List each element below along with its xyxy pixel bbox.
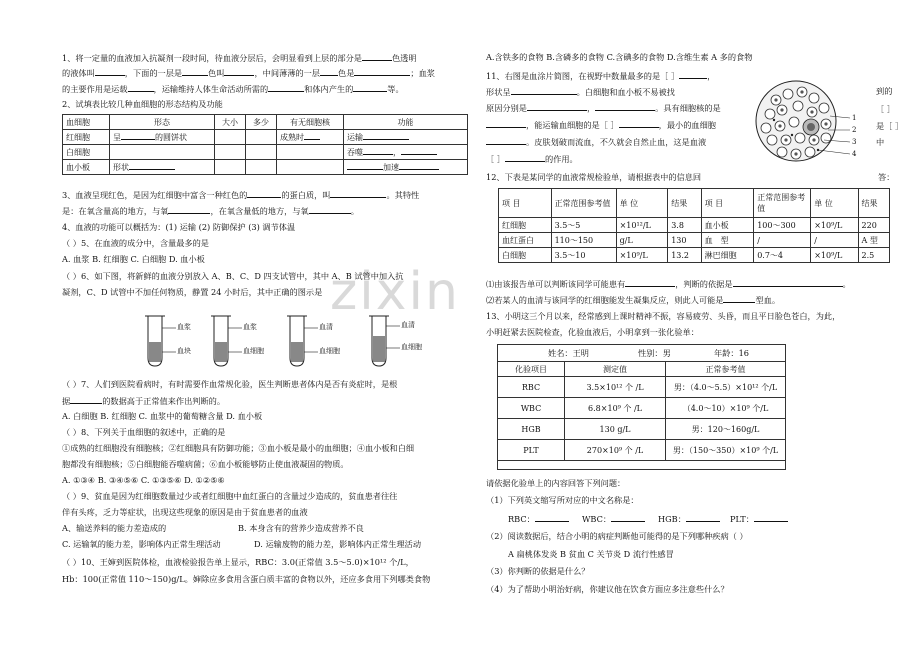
tube-b [211, 316, 242, 366]
t2-header-result-2: 结果 [858, 189, 889, 218]
question-11-line-3: 原因分别是 ， 。具有细胞核的是 [486, 103, 721, 113]
question-1-line-1: 1、将一定量的血液加入抗凝剂一段时间，待血液分层后，会明显看到上层的部分是 色透明 [62, 53, 417, 63]
question-2: 2、试填表比较几种血细胞的形态结构及功能 [62, 99, 223, 109]
question-7-line-1: （ ）7、人们到医院看病时，有时需要作血常规化验，医生判断患者体内是否有炎症时，是根 [62, 379, 398, 389]
report-age: 年龄：16 [714, 348, 749, 358]
t2-header-range-1: 正常范围参考值 [551, 189, 616, 218]
tube-b-label-bottom: 血细胞 [243, 347, 264, 355]
question-12: 12、下表是某同学的血液常规检验单，请根据表中的信息回 [486, 172, 702, 182]
question-12-tail: 答： [878, 172, 895, 182]
question-9-option-d: D. 运输废物的能力差，影响体内正常生理活动 [254, 539, 422, 549]
question-11-line-2: 形状呈 。白细胞和血小板不易被找 [486, 87, 675, 97]
tube-c [287, 316, 318, 366]
question-3-line-1: 3、血液呈现红色，是因为红细胞中富含一种红色的 的蛋白质，叫 。其特性 [62, 190, 420, 200]
abbreviation-rbc: RBC： [508, 513, 569, 525]
question-9-line-2: 伴有头疼，乏力等症状，出现这些现象的原因是由于贫血患者的血液 [62, 507, 308, 517]
question-7-options: A. 白细胞 B. 红细胞 C. 血浆中的葡萄糖含量 D. 血小板 [62, 411, 263, 421]
question-13-part-2: （2）阅读数据后，结合小明的病症判断他可能得的是下列哪种疾病（ ） [486, 531, 748, 541]
smear-label-1: 1 [852, 114, 857, 122]
t1-header-shape: 形态 [110, 115, 215, 130]
question-13-part-4: （4）为了帮助小明治好病，你建议他在饮食方面应多注意些什么？ [486, 584, 729, 594]
watermark: zixin [330, 262, 460, 322]
blood-test-table [498, 188, 890, 263]
report-name: 姓名：王明 [548, 348, 589, 358]
tube-d [369, 316, 400, 366]
tube-a [145, 316, 176, 366]
question-10-line-2: Hb：100(正常值 110～150)g/L。婶除应多食用含蛋白质丰富的食物以外，还应多食用下列哪类食物 [62, 574, 431, 584]
question-13-line-1: 13、小明这三个月以来，经常感到上课时精神不振，容易疲劳、头昏，而且平日脸色苍白，为此， [486, 311, 841, 321]
tube-d-label-top: 血清 [401, 321, 415, 329]
question-5: （ ）5、在血液的成分中，含量最多的是 [62, 238, 209, 248]
t1-row-rbc-function: 运输 [344, 130, 468, 145]
report-row-hgb: HGB 130 g/L 男：120～160g/L [498, 419, 786, 440]
tube-c-label-top: 血清 [319, 323, 333, 331]
question-11-tail-2: ［ ］ [876, 104, 895, 114]
report-row-wbc: WBC 6.8×10⁹ 个 /L （4.0～10）×10⁹ 个/L [498, 398, 786, 419]
t1-header-count: 多少 [246, 115, 277, 130]
t1-row-rbc-shape: 呈 的圆饼状 [110, 130, 215, 145]
t2-row: 白细胞 3.5～10 ×10⁹/L 13.2 淋巴细胞 0.7～4 ×10⁹/L 2.5 [499, 248, 890, 263]
question-11-tail-4: 中 [876, 137, 885, 147]
tube-a-label-bottom: 血块 [177, 347, 191, 355]
t1-row-wbc-name: 白细胞 [63, 145, 110, 160]
test-tubes-figure [142, 312, 472, 370]
question-8-options: A. ①③④ B. ③④⑤⑥ C. ①③⑤⑥ D. ①②⑤⑥ [62, 475, 225, 485]
question-13-part-1: （1）下列英文缩写所对应的中文名称是： [486, 495, 639, 505]
t1-header-nucleus: 有无细胞核 [277, 115, 344, 130]
smear-label-4: 4 [852, 150, 857, 158]
blood-smear-figure [754, 78, 864, 168]
t2-row: 红细胞 3.5～5 ×10¹²/L 3.8 血小板 100～300 ×10⁹/L 220 [499, 218, 890, 233]
blood-cell-table [62, 114, 468, 175]
question-10-options: A.含铁多的食物 B.含磷多的食物 C.含碘多的食物 D.含维生素 A 多的食物 [486, 52, 753, 62]
t2-header-result-1: 结果 [668, 189, 701, 218]
question-9-option-b: B. 本身含有的营养少造成营养不良 [238, 523, 364, 533]
question-13-intro: 请依据化验单上的内容回答下列问题： [486, 478, 626, 488]
question-11-line-1: 11、右图是血涂片简图，在视野中数量最多的是［ ］ ， [486, 71, 716, 81]
report-header-item: 化验项目 [498, 362, 565, 377]
question-11-line-4: ，能运输血细胞的是［ ］ ，最小的血细胞 [486, 119, 716, 131]
question-10-line-1: （ ）10、王婶到医院体检，血液检验报告单上显示，RBC：3.0(正常值 3.5～5.0)×10¹² 个/L， [62, 557, 414, 567]
question-9-option-c: C. 运输氧的能力差，影响体内正常生理活动 [62, 539, 221, 549]
tube-d-label-bottom: 血细胞 [401, 343, 422, 351]
question-13-part-3: （3）你判断的依据是什么？ [486, 566, 590, 576]
question-11-line-5: 。皮肤划破而流血，不久就会自然止血，这是血液 [486, 136, 706, 148]
t2-header-item-1: 项 目 [499, 189, 552, 218]
t1-header-function: 功能 [344, 115, 468, 130]
t1-row-platelet-name: 血小板 [63, 160, 110, 175]
t1-row-platelet-shape: 形状 [110, 160, 215, 175]
t1-header-cell: 血细胞 [63, 115, 110, 130]
t1-row-wbc-function: 吞噬 ， [344, 145, 468, 160]
question-7-line-2: 据 的数据高于正常值来作出判断的。 [62, 396, 226, 406]
question-8: （ ）8、下列关于血细胞的叙述中，正确的是 [62, 427, 226, 437]
question-12-part-1: ⑴由该报告单可以判断该同学可能患有 ，判断的依据是 。 [486, 279, 851, 289]
question-11-line-6: ［ ］ 的作用。 [486, 154, 578, 164]
question-9-option-a: A、输送养料的能力差造成的 [62, 523, 167, 533]
t2-header-unit-1: 单 位 [616, 189, 668, 218]
abbreviation-plt: PLT： [730, 513, 788, 525]
t2-header-unit-2: 单 位 [811, 189, 858, 218]
t2-header-range-2: 正常范围参考值 [754, 189, 811, 218]
question-1-line-3: 的主要作用是运载 ，运输维持人体生命活动所需的 和体内产生的 等。 [62, 84, 404, 94]
question-8-statements-1: ①成熟的红细胞没有细胞核；②红细胞具有防御功能；③血小板是最小的血细胞；④血小板和白细 [62, 443, 415, 453]
tube-c-label-bottom: 血细胞 [319, 347, 340, 355]
report-row-rbc: RBC 3.5×10¹² 个 /L 男：（4.0～5.5）×10¹² 个/L [498, 377, 786, 398]
abbreviation-hgb: HGB： [658, 513, 720, 525]
t1-row-rbc-nucleus: 成熟时 [277, 130, 344, 145]
t2-header-item-2: 项 目 [701, 189, 754, 218]
question-13-line-2: 小明赶紧去医院检查，化验血液后，小明拿到一张化验单： [486, 327, 699, 337]
tube-b-label-top: 血浆 [243, 323, 257, 331]
question-11-tail-3: 是［ ］ [876, 121, 904, 131]
question-1-line-2: 的液体叫 ，下面的一层是 色叫 ，中间薄薄的一层 色是 ；血浆 [62, 68, 435, 78]
question-11-tail-1: 到的 [876, 86, 893, 96]
t2-row: 血红蛋白 110～150 g/L 130 血 型 / / A 型 [499, 233, 890, 248]
question-5-options: A. 血浆 B. 红细胞 C. 白细胞 D. 血小板 [62, 254, 205, 264]
smear-label-3: 3 [852, 138, 857, 146]
report-row-plt: PLT 270×10⁹ 个 /L 男：（150～350）×10⁹ 个/L [498, 440, 786, 461]
smear-label-2: 2 [852, 126, 857, 134]
report-gender: 性别：男 [638, 348, 671, 358]
lab-report-table [497, 361, 786, 461]
question-6-line-1: （ ）6、如下图，将新鲜的血液分别放入 A、B、C、D 四支试管中，其中 A、B 试管中加入抗 [62, 271, 404, 281]
question-8-statements-2: 胞都没有细胞核；⑤白细胞能吞噬病菌；⑥血小板能够防止使血液凝固的物质。 [62, 459, 349, 469]
t1-row-rbc-name: 红细胞 [63, 130, 110, 145]
question-13-part-2-options: A 扁桃体发炎 B 贫血 C 关节炎 D 流行性感冒 [508, 549, 674, 559]
lab-report [497, 344, 786, 470]
t1-header-size: 大小 [215, 115, 246, 130]
question-12-part-2: ⑵若某人的血清与该同学的红细胞能发生凝集反应，则此人可能是 型血。 [486, 295, 781, 305]
report-header-value: 测定值 [565, 362, 666, 377]
abbreviation-wbc: WBC： [582, 513, 645, 525]
tube-a-label-top: 血浆 [177, 323, 191, 331]
question-4: 4、血液的功能可以概括为：(1) 运输 (2) 防御保护 (3) 调节体温 [62, 222, 296, 232]
t1-row-platelet-function: 加速 [344, 160, 468, 175]
question-6-line-2: 凝剂，C、D 试管中不加任何物质，静置 24 小时后，其中正确的图示是 [62, 287, 323, 297]
report-header-reference: 正常参考值 [666, 362, 786, 377]
question-3-line-2: 是：在氧含量高的地方，与氧 ，在氧含量低的地方，与氧 。 [62, 206, 359, 216]
question-9-line-1: （ ）9、贫血是因为红细胞数量过少或者红细胞中血红蛋白的含量过少造成的，贫血患者往往 [62, 491, 398, 501]
